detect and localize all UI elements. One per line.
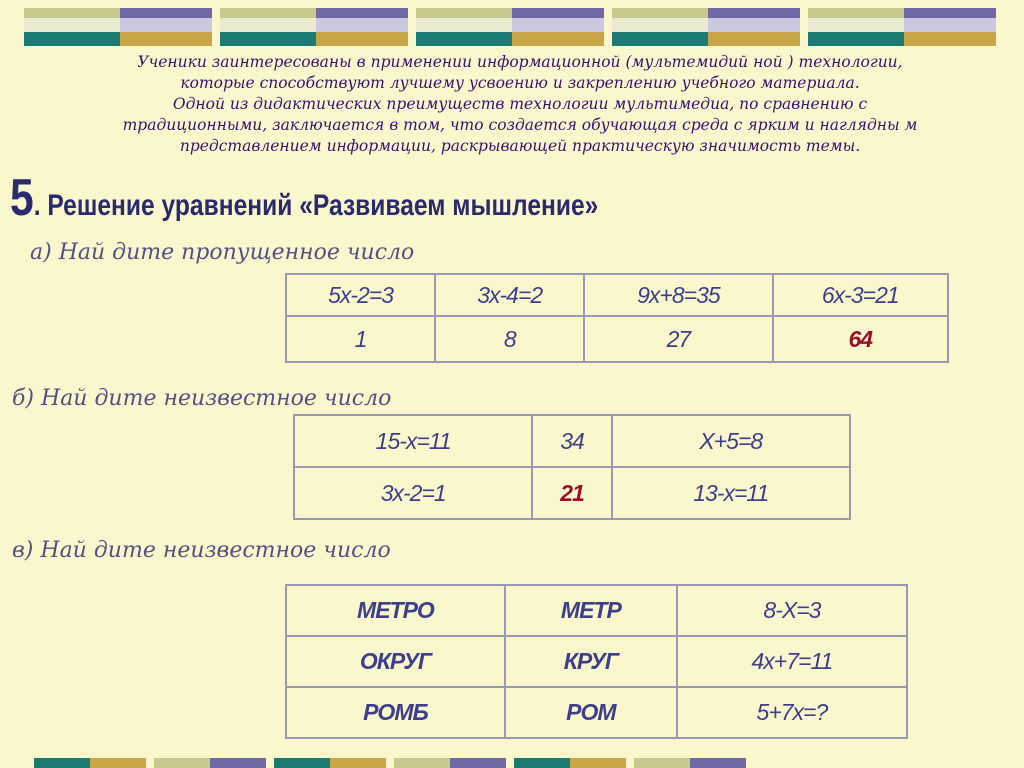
table-cell: МЕТР <box>505 585 677 636</box>
table-cell: 34 <box>532 415 611 467</box>
section-title <box>10 169 599 232</box>
intro-line: которые способствуют лучшему усвоению и закреплению учебного материала. <box>180 74 860 92</box>
table-cell: 4х+7=11 <box>677 636 907 687</box>
table-cell: 5х-2=3 <box>286 274 435 316</box>
task-a-label: а) Най дите пропущенное число <box>30 240 415 265</box>
table-cell: Х+5=8 <box>612 415 850 467</box>
section-title-text: . Решение уравнений «Развиваем мышление» <box>33 189 599 222</box>
table-row <box>294 415 850 467</box>
top-decoration <box>24 8 1004 46</box>
task-a-table <box>285 273 949 363</box>
section-number: 5 <box>10 169 34 227</box>
intro-line: представлением информации, раскрывающей практическую значимость темы. <box>179 137 861 155</box>
table-cell: РОМБ <box>286 687 505 738</box>
table-cell: 1 <box>286 316 435 362</box>
table-row <box>286 687 907 738</box>
decor-block <box>220 8 408 46</box>
decor-block <box>808 8 996 46</box>
answer-cell: 21 <box>532 467 611 519</box>
answer-cell: 64 <box>773 316 948 362</box>
table-cell: ОКРУГ <box>286 636 505 687</box>
table-cell: 9х+8=35 <box>584 274 772 316</box>
table-cell: КРУГ <box>505 636 677 687</box>
table-cell: 8-Х=3 <box>677 585 907 636</box>
table-row <box>294 467 850 519</box>
table-row <box>286 585 907 636</box>
decor-block <box>24 8 212 46</box>
decor-block <box>416 8 604 46</box>
task-b-table <box>293 414 851 520</box>
intro-line: Одной из дидактических преимуществ технологии мультимедиа, по сравнению с <box>172 95 868 113</box>
task-c-table <box>285 584 908 739</box>
table-cell: 5+7х=? <box>677 687 907 738</box>
table-row <box>286 316 948 362</box>
table-row <box>286 274 948 316</box>
table-cell: РОМ <box>505 687 677 738</box>
table-cell: 13-х=11 <box>612 467 850 519</box>
table-row <box>286 636 907 687</box>
table-cell: МЕТРО <box>286 585 505 636</box>
intro-text <box>40 52 1000 157</box>
table-cell: 15-х=11 <box>294 415 532 467</box>
intro-line: Ученики заинтересованы в применении информационной (мультемидий ной ) технологии, <box>137 53 903 71</box>
table-cell: 3х-2=1 <box>294 467 532 519</box>
bottom-decoration <box>34 758 746 768</box>
table-cell: 27 <box>584 316 772 362</box>
table-cell: 8 <box>435 316 584 362</box>
table-cell: 6х-3=21 <box>773 274 948 316</box>
task-c-label: в) Най дите неизвестное число <box>12 538 391 563</box>
decor-block <box>612 8 800 46</box>
table-cell: 3х-4=2 <box>435 274 584 316</box>
task-b-label: б) Най дите неизвестное число <box>12 386 392 411</box>
intro-line: традиционными, заключается в том, что создается обучающая среда с ярким и наглядны м <box>122 116 918 134</box>
